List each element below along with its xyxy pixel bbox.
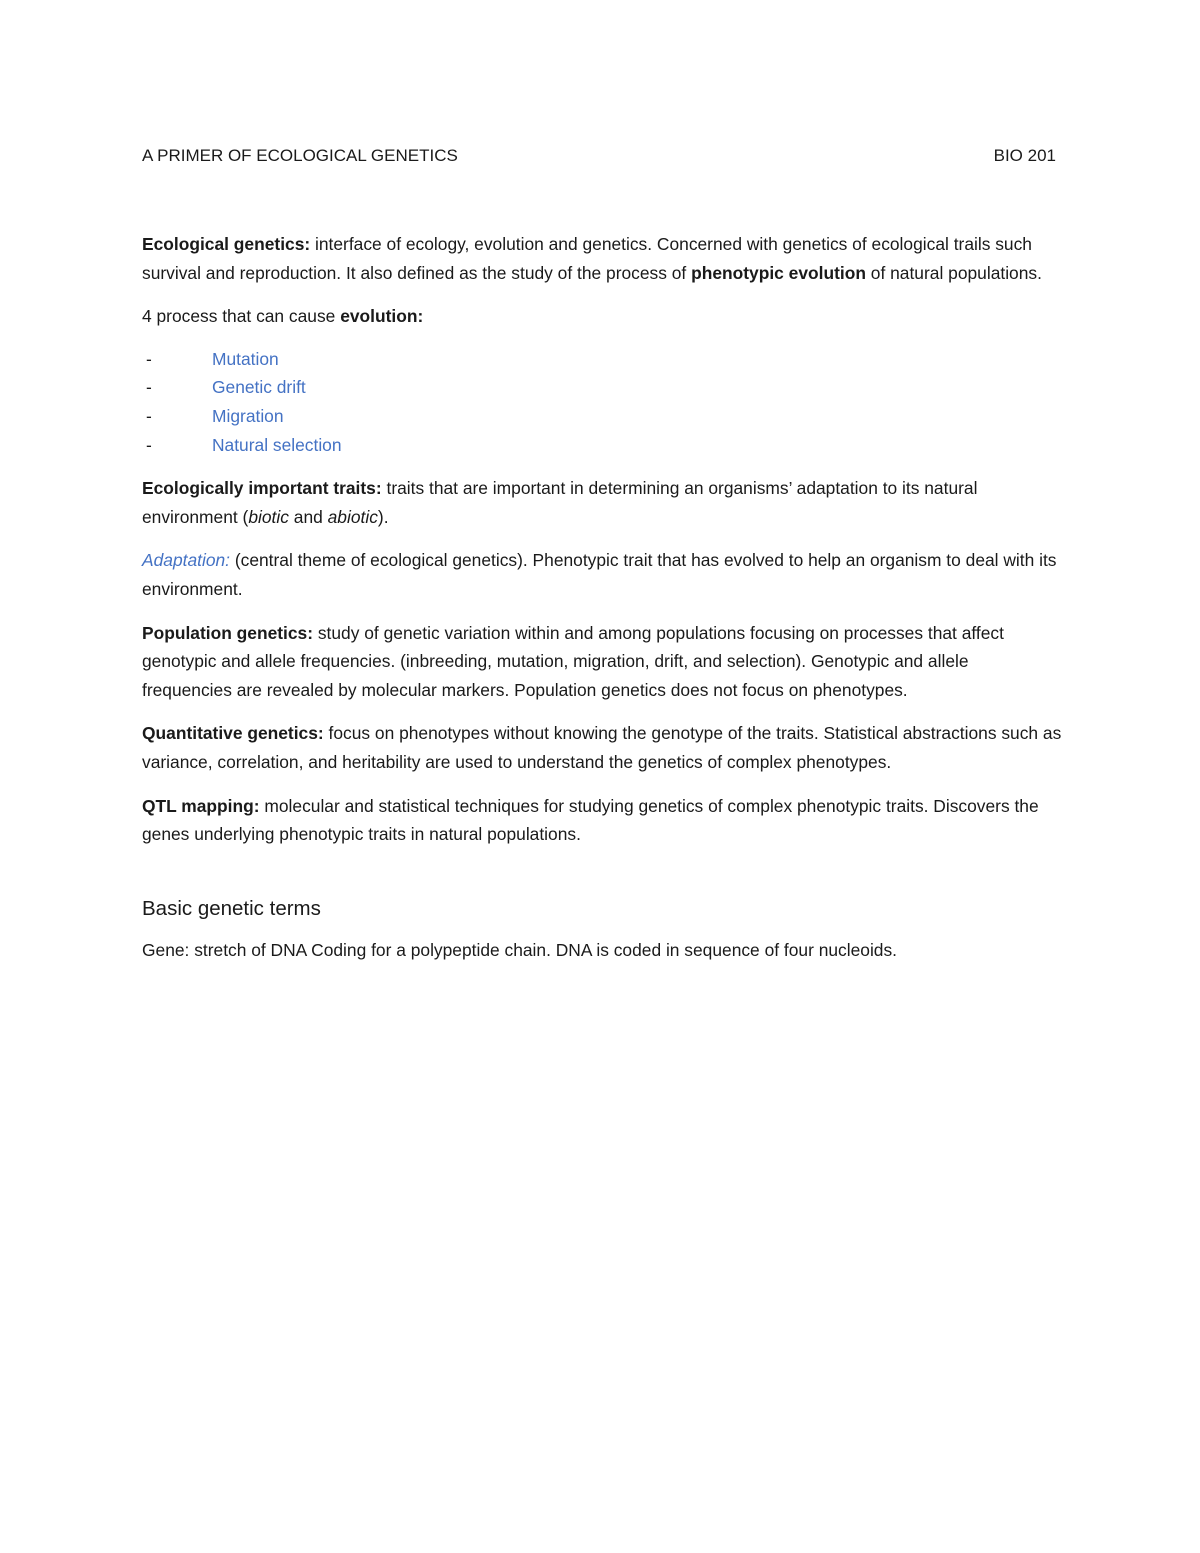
page-header [142, 144, 1056, 168]
list-dash: - [146, 348, 152, 369]
list-dash: - [146, 405, 152, 426]
list-item [142, 402, 1062, 431]
definition-text: ). [377, 506, 389, 527]
definition-text: focus on phenotypes without knowing the genotype of the traits. Statistical abstractions such as variance, correlation, and heritability are used to understand the genetics of complex phenotypes. [142, 723, 1062, 772]
term-ecologically-important-traits: Ecologically important traits: [142, 478, 382, 499]
list-item-text: Migration [212, 405, 284, 426]
definition-text: study of genetic variation within and among populations focusing on processes that affect genotypic and allele frequencies. (inbreeding, mutation, migration, drift, and selection). Genotypic and allele frequencies are revealed by molecular markers. Population genetics does not focus on phenotypes. [142, 622, 1004, 700]
list-dash: - [146, 434, 152, 455]
paragraph-gene: Gene: stretch of DNA Coding for a polypeptide chain. DNA is coded in sequence of four nucleoids. [142, 939, 898, 960]
list-item [142, 345, 1062, 374]
list-dash: - [146, 377, 152, 398]
paragraph-qtl-mapping [142, 792, 1062, 849]
paragraph-ecological-genetics [142, 230, 1062, 287]
list-item [142, 373, 1062, 402]
italic-abiotic: abiotic [327, 506, 378, 527]
italic-biotic: biotic [248, 506, 289, 527]
list-item [142, 431, 1062, 460]
definition-text: molecular and statistical techniques for studying genetics of complex phenotypic traits. Discovers the genes underlying phenotypic traits in natural populations. [142, 795, 1039, 845]
term-phenotypic-evolution: phenotypic evolution [691, 262, 866, 283]
definition-text: interface of ecology, evolution and genetics. Concerned with genetics of ecological trails such survival and reproduction. It also defined as the study of the process of [142, 234, 1032, 283]
paragraph-processes-intro [142, 302, 1062, 331]
document-title: A PRIMER OF ECOLOGICAL GENETICS [142, 146, 458, 165]
term-evolution: evolution: [340, 306, 424, 327]
term-quantitative-genetics: Quantitative genetics: [142, 723, 324, 744]
list-item-text: Genetic drift [212, 377, 306, 398]
definition-text: (central theme of ecological genetics). Phenotypic trait that has evolved to help an organism to deal with its environment. [142, 550, 1057, 599]
paragraph-quantitative-genetics [142, 719, 1062, 776]
list-item-text: Mutation [212, 348, 279, 369]
term-ecological-genetics: Ecological genetics: [142, 234, 311, 254]
document-body [142, 230, 1062, 979]
processes-intro-text: 4 process that can cause [142, 306, 341, 327]
process-list [142, 345, 1062, 459]
definition-text: traits that are important in determining an organisms’ adaptation to its natural environment ( [142, 478, 978, 527]
paragraph-adaptation [142, 546, 1062, 603]
section-heading: Basic genetic terms [142, 896, 321, 920]
term-adaptation: Adaptation: [142, 550, 230, 571]
list-item-text: Natural selection [212, 434, 342, 455]
term-qtl-mapping: QTL mapping: [142, 795, 260, 816]
paragraph-population-genetics [142, 619, 1062, 705]
paragraph-ecological-traits [142, 474, 1062, 531]
definition-text: of natural populations. [865, 262, 1042, 283]
term-population-genetics: Population genetics: [142, 622, 314, 643]
definition-text: and [288, 506, 328, 527]
course-code: BIO 201 [993, 146, 1056, 165]
